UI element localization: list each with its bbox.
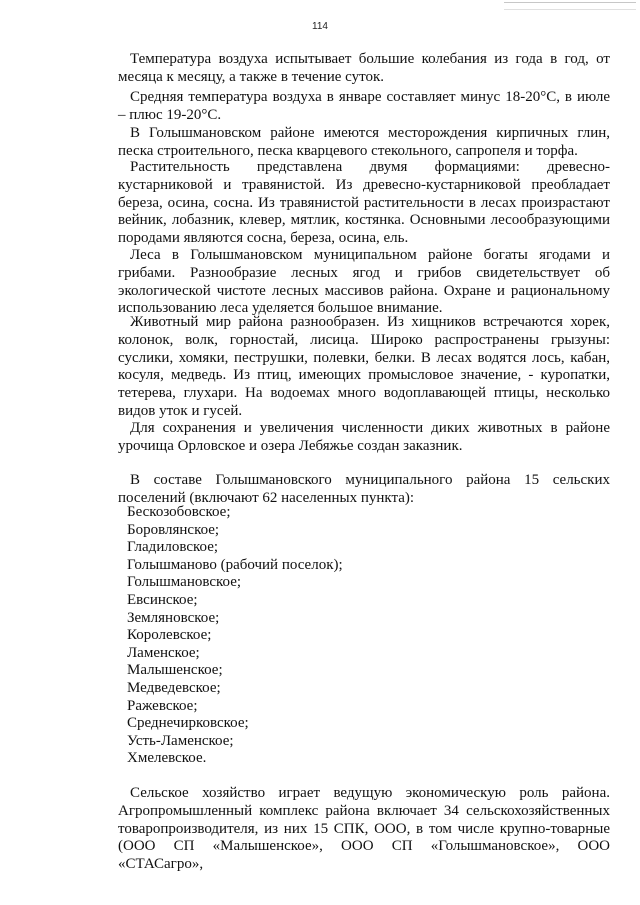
paragraph-average-temperature bbox=[118, 89, 610, 125]
list-item: Королевское; bbox=[127, 627, 212, 644]
settlements-list bbox=[127, 504, 343, 768]
paragraph-text: Средняя температура воздуха в январе составляет минус 18-20°С, в июле – плюс 19-20°С. bbox=[118, 89, 610, 123]
list-item: Ражевское; bbox=[127, 697, 198, 714]
list-item: Среднечирковское; bbox=[127, 715, 249, 732]
list-item: Евсинское; bbox=[127, 591, 198, 608]
paragraph-vegetation bbox=[118, 159, 610, 248]
list-item: Голышмановское; bbox=[127, 574, 242, 591]
paragraph-text: Леса в Голышмановском муниципальном районе богаты ягодами и грибами. Разнообразие лесных ягод и грибов свидетельствует об экологической чистоте лесных массивов района. Охране и рациональному использованию леса уделяется большое внимание. bbox=[118, 247, 610, 317]
paragraph-text: Животный мир района разнообразен. Из хищников встречаются хорек, колонок, волк, горностай, лисица. Широко распространены грызуны: суслики, хомяки, пеструшки, полевки, белки. В лесах водятся лось, кабан, косуля, медведь. Из птиц, имеющих промысловое значение, - куропатки, тетерева, глухари. На водоемах много водоплавающей птицы, несколько видов уток и гусей. bbox=[118, 314, 610, 419]
list-item: Голышманово (рабочий поселок); bbox=[127, 556, 343, 573]
list-item: Хмелевское. bbox=[127, 750, 207, 767]
scan-corner-mark bbox=[504, 2, 636, 10]
paragraph-text: Сельское хозяйство играет ведущую экономическую роль района. Агропромышленный комплекс района включает 34 сельскохозяйственных товаропроизводителя, из них 15 СПК, ООО, в том числе крупно-товарные (ООО СП «Малышенское», ООО СП «Голышмановское», ООО «СТАСагро», bbox=[118, 785, 610, 873]
paragraph-text: Для сохранения и увеличения численности диких животных в районе урочища Орловское и озера Лебяжье создан заказник. bbox=[118, 420, 610, 454]
paragraph-agriculture bbox=[118, 785, 610, 874]
paragraph-reserve bbox=[118, 420, 610, 456]
paragraph-air-temperature bbox=[118, 51, 610, 87]
list-item: Усть-Ламенское; bbox=[127, 732, 234, 749]
paragraph-forests bbox=[118, 247, 610, 318]
paragraph-deposits bbox=[118, 125, 610, 161]
paragraph-text: Температура воздуха испытывает большие колебания из года в год, от месяца к месяцу, а также в течение суток. bbox=[118, 51, 610, 85]
list-item: Боровлянское; bbox=[127, 521, 220, 538]
page-number: 114 bbox=[312, 21, 328, 32]
list-item: Земляновское; bbox=[127, 609, 220, 626]
list-item: Медведевское; bbox=[127, 679, 221, 696]
paragraph-text: В Голышмановском районе имеются месторождения кирпичных глин, песка строительного, песка кварцевого стекольного, сапропеля и торфа. bbox=[118, 125, 610, 159]
paragraph-text: В составе Голышмановского муниципального района 15 сельских поселений (включают 62 населенных пункта): bbox=[118, 472, 610, 506]
list-item: Гладиловское; bbox=[127, 539, 219, 556]
list-item: Ламенское; bbox=[127, 644, 200, 661]
paragraph-settlements-intro bbox=[118, 472, 610, 508]
paragraph-fauna bbox=[118, 314, 610, 421]
list-item: Бескозобовское; bbox=[127, 504, 231, 520]
list-item: Малышенское; bbox=[127, 662, 223, 679]
paragraph-text: Растительность представлена двумя формациями: древесно-кустарниковой и травянистой. Из древесно-кустарниковой преобладает береза, осина, сосна. Из травянистой растительности в лесах произрастают вейник, лобазник, клевер, мятлик, костянка. Основными лесообразующими породами являются сосна, береза, осина, ель. bbox=[118, 159, 610, 247]
